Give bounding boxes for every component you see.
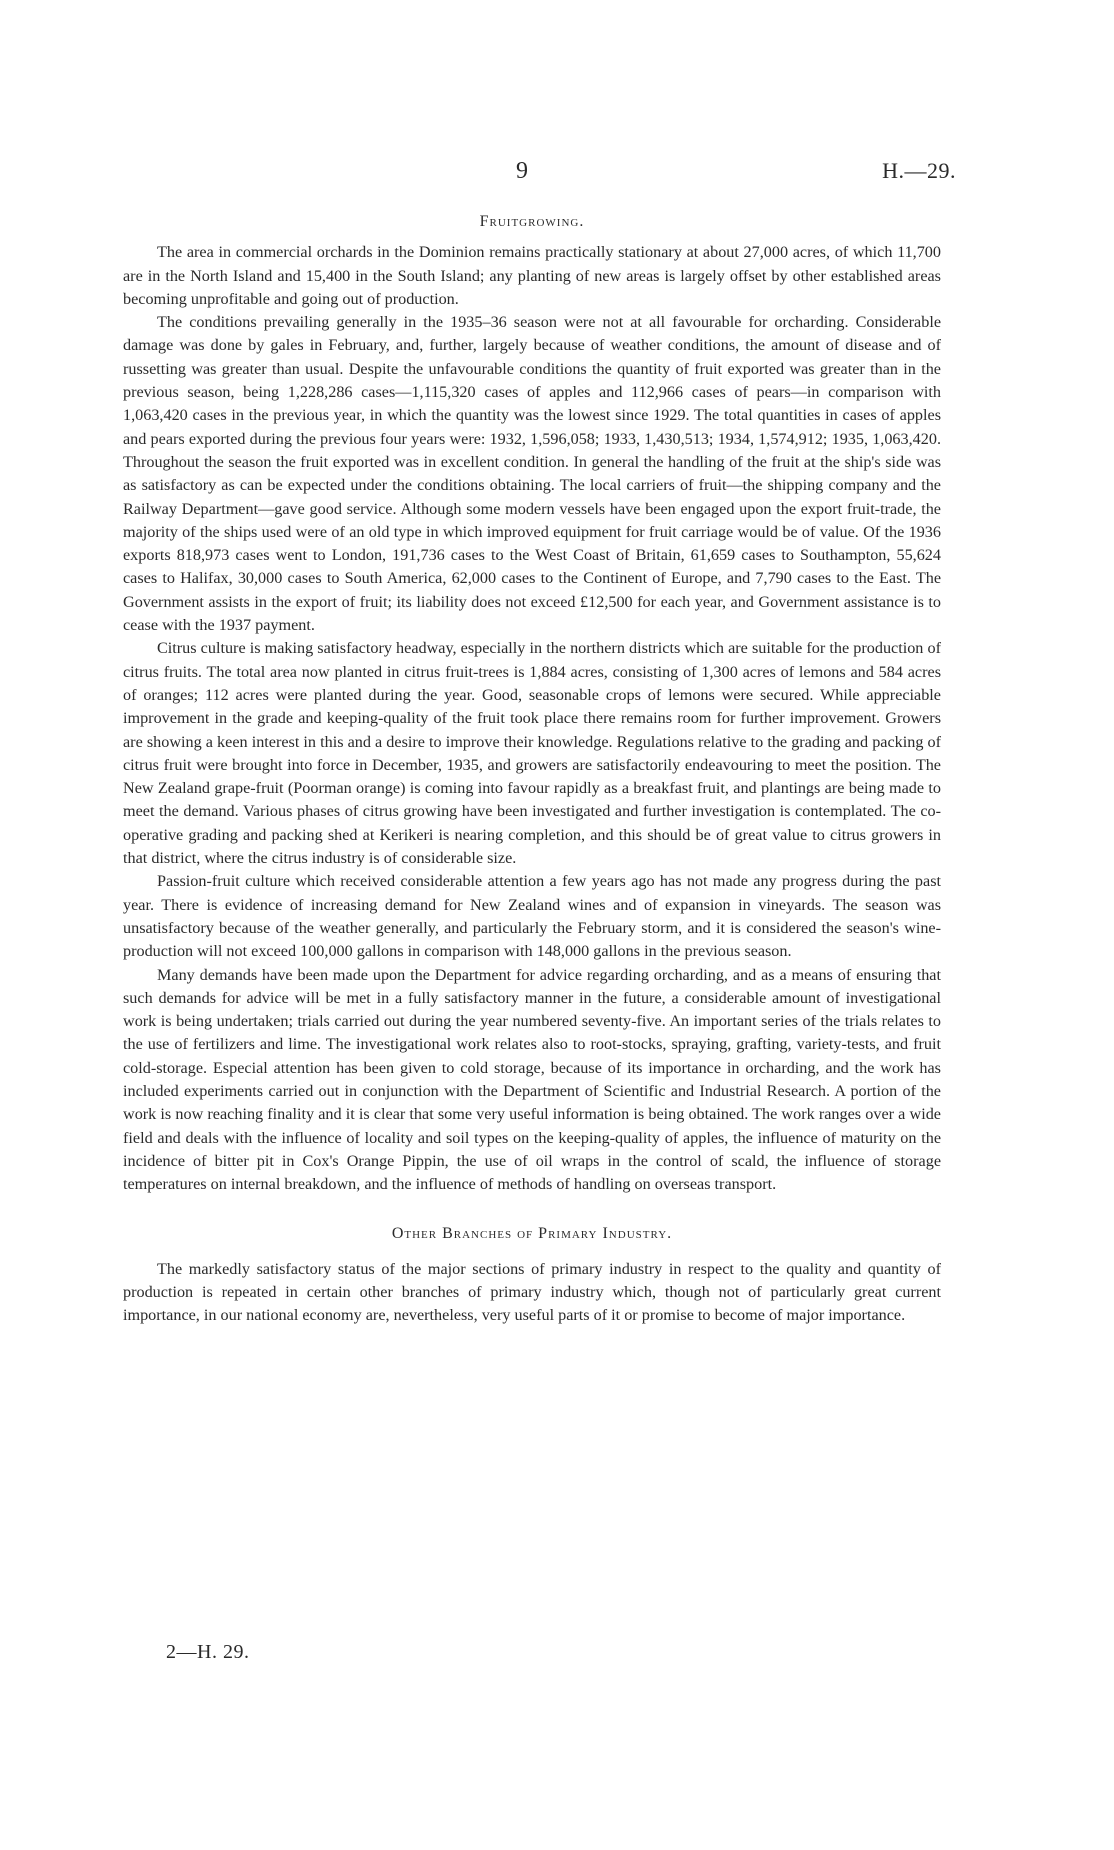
paragraph-orchard-area: The area in commercial orchards in the Dominion remains practically stationary at about 27,000 acres, of which 11,700 are in the North Island and 15,400 in the South Island; any planting of new areas is largely offset by other established areas becoming unprofitable and going out of production. [123,243,941,308]
document-reference: H.—29. [882,158,956,183]
paragraph-investigational-work: Many demands have been made upon the Department for advice regarding orcharding, and as a means of ensuring that such demands for advice will be met in a fully satisfactory manner in the future, a considerable amount of investigational work is being undertaken; trials carried out during the year numbered seventy-five. An important series of the trials relates to the use of fertilizers and lime. The investigational work relates also to root-stocks, spraying, grafting, variety-tests, and fruit cold-storage. Especial attention has been given to cold storage, because of its importance in orcharding, and the work has included experiments carried out in conjunction with the Department of Scientific and Industrial Research. A portion of the work is now reaching finality and it is clear that some very useful information is being obtained. The work ranges over a wide field and deals with the influence of locality and soil types on the keeping-quality of apples, the influence of maturity on the incidence of bitter pit in Cox's Orange Pippin, the use of oil wraps in the control of scald, the influence of storage temperatures on internal breakdown, and the influence of methods of handling on overseas transport. [123,965,941,1194]
paragraph-other-branches: The markedly satisfactory status of the major sections of primary industry in respect to the quality and quantity of production is repeated in certain other branches of primary industry which, though not of particularly great current importance, in our national economy are, nevertheless, very useful parts of it or promise to become of major importance. [123,1259,941,1325]
paragraph-passion-fruit-wine: Passion-fruit culture which received considerable attention a few years ago has not made any progress during the past year. There is evidence of increasing demand for New Zealand wines and of expansion in vineyards. The season was unsatisfactory because of the weather generally, and particularly the February storm, and it is considered the season's wine-production will not exceed 100,000 gallons in comparison with 148,000 gallons in the previous season. [123,872,941,961]
document-body [123,210,941,1328]
signature-mark: 2—H. 29. [166,1641,250,1663]
paragraph-season-conditions: The conditions prevailing generally in the 1935–36 season were not at all favourable for orcharding. Considerable damage was done by gales in February, and, further, largely because of weather conditions, the amount of disease and of russetting was greater than usual. Despite the unfavourable conditions the quantity of fruit exported was greater than in the previous season, being 1,228,286 cases—1,115,320 cases of apples and 112,966 cases of pears—in comparison with 1,063,420 cases in the previous year, in which the quantity was the lowest since 1929. The total quantities in cases of apples and pears exported during the previous four years were: 1932, 1,596,058; 1933, 1,430,513; 1934, 1,574,912; 1935, 1,063,420. Throughout the season the fruit exported was in excellent condition. In general the handling of the fruit at the ship's side was as satisfactory as can be expected under the conditions obtaining. The local carriers of fruit—the shipping company and the Railway Department—gave good service. Although some modern vessels have been engaged upon the export fruit-trade, the majority of the ships used were of an old type in which improved equipment for fruit carriage would be of value. Of the 1936 exports 818,973 cases went to London, 191,736 cases to the West Coast of Britain, 61,659 cases to Southampton, 55,624 cases to Halifax, 30,000 cases to South America, 62,000 cases to the Continent of Europe, and 7,790 cases to the East. The Government assists in the export of fruit; its liability does not exceed £12,500 for each year, and Government assistance is to cease with the 1937 payment. [123,313,941,635]
section-heading-fruitgrowing: Fruitgrowing. [479,213,585,230]
page-number: 9 [516,158,528,184]
paragraph-citrus-culture: Citrus culture is making satisfactory headway, especially in the northern districts which are suitable for the production of citrus fruits. The total area now planted in citrus fruit-trees is 1,884 acres, consisting of 1,300 acres of lemons and 584 acres of oranges; 112 acres were planted during the year. Good, seasonable crops of lemons were secured. While appreciable improvement in the grade and keeping-quality of the fruit took place there remains room for further improvement. Growers are showing a keen interest in this and a desire to improve their knowledge. Regulations relative to the grading and packing of citrus fruit were brought into force in December, 1935, and growers are satisfactorily endeavouring to meet the position. The New Zealand grape-fruit (Poorman orange) is coming into favour rapidly as a breakfast fruit, and plantings are being made to meet the demand. Various phases of citrus growing have been investigated and further investigation is contemplated. The co-operative grading and packing shed at Kerikeri is nearing completion, and this should be of great value to citrus growers in that district, where the citrus industry is of considerable size. [123,639,941,868]
section-heading-other-branches: Other Branches of Primary Industry. [391,1225,673,1243]
